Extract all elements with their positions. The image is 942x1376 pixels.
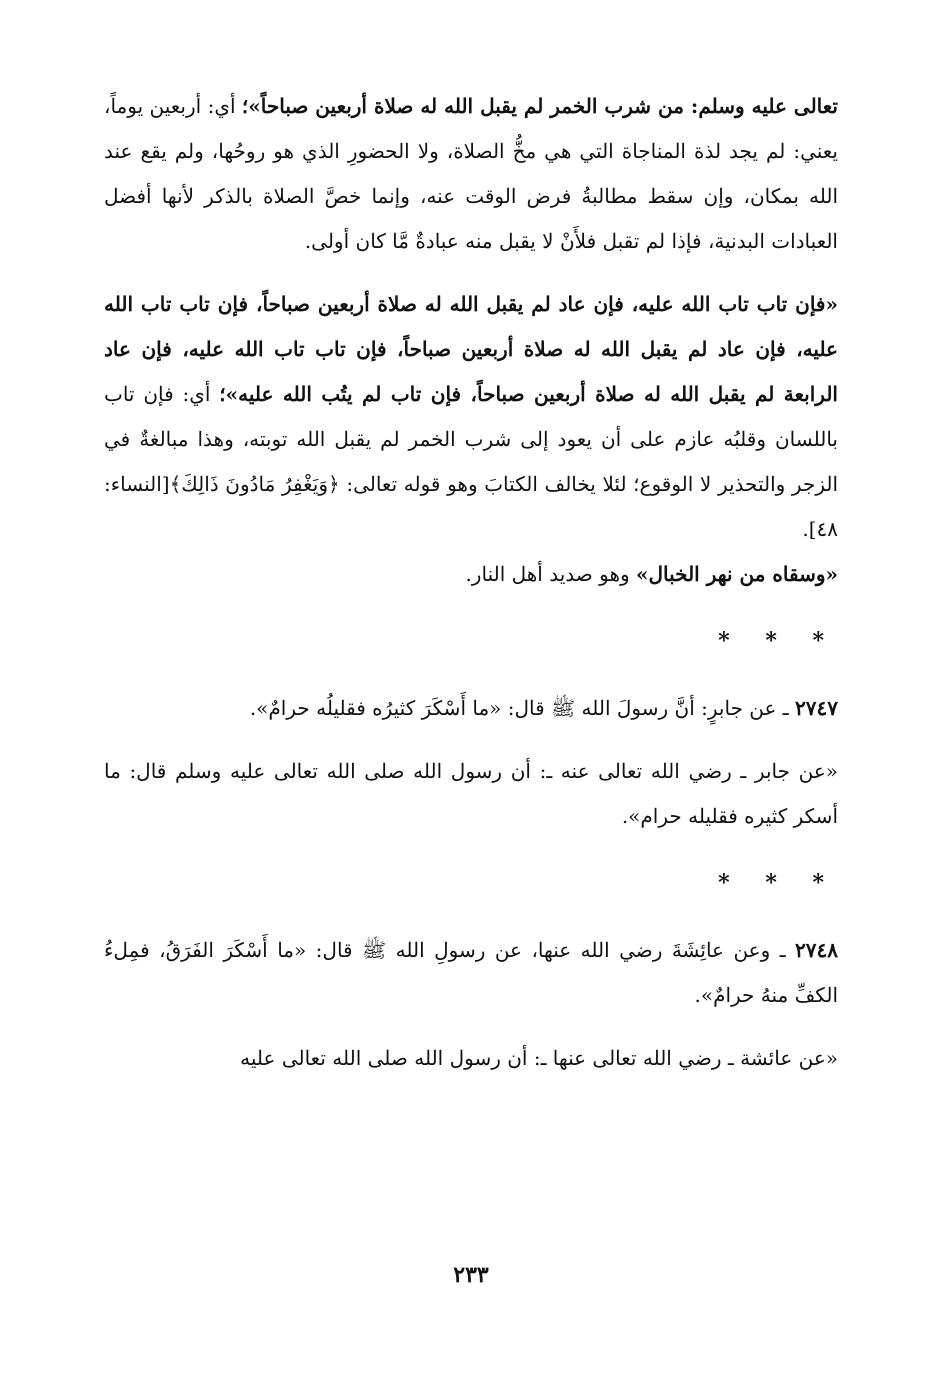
hadith-2747 [104, 686, 838, 731]
paragraph-2-bold-lead: «فإن تاب تاب الله عليه، فإن عاد لم يقبل الله له صلاة أربعين صباحاً، فإن تاب تاب الله عليه، فإن عاد لم يقبل الله له صلاة أربعين صباحاً، فإن تاب تاب الله عليه، فإن عاد الرابعة لم يقبل الله له صلاة أربعين صباحاً، فإن تاب لم يتُب الله عليه»؛ [104, 292, 838, 406]
section-separator-1: * * * [718, 628, 838, 654]
hadith-2747-dash: ـ [776, 696, 796, 720]
paragraph-3 [104, 552, 838, 597]
hadith-2748-dash: ـ [770, 938, 796, 962]
paragraph-3-text: وهو صديد أهل النار. [465, 562, 637, 586]
paragraph-3-bold-lead: «وسقاه من نهر الخبال» [636, 562, 838, 586]
page-number: ٢٣٣ [453, 1262, 489, 1288]
paragraph-2 [104, 282, 838, 552]
hadith-2748-commentary: «عن عائشة ـ رضي الله تعالى عنها ـ: أن رسول الله صلى الله تعالى عليه [240, 1046, 838, 1070]
hadith-2747-text: عن جابرٍ: أنَّ رسولَ الله ﷺ قال: «ما أَسْكَرَ كثيرُه فقليلُه حرامٌ». [249, 696, 777, 720]
paragraph-1 [104, 84, 838, 264]
hadith-2748-text: وعن عائِشَةَ رضي الله عنها، عن رسولِ الله ﷺ قال: «ما أَسْكَرَ الفَرَقُ، فمِلءُ الكفِّ منهُ حرامٌ». [104, 938, 838, 1007]
hadith-2747-number: ٢٧٤٧ [795, 696, 838, 720]
paragraph-1-text: أي: أربعين يوماً، يعني: لم يجد لذة المناجاة التي هي مخُّ الصلاة، ولا الحضورِ الذي هو روحُها، ولم يقع عند الله بمكان، وإن سقط مطالبةُ فرض الوقت عنه، وإنما خصَّ الصلاة بالذكر لأنها أفضل العبادات البدنية، فإذا لم تقبل فلأَنْ لا يقبل منه عبادةٌ مَّا كان أولى. [104, 94, 839, 253]
paragraph-2-text: أي: فإن تاب باللسان وقلبُه عازم على أن يعود إلى شرب الخمر لم يقبل الله توبته، وهذا مبالغةٌ في الزجر والتحذير لا الوقوع؛ لئلا يخالف الكتابَ وهو قوله تعالى: ﴿وَيَغْفِرُ مَادُونَ ذَالِكَ﴾[النساء: ٤٨]. [104, 382, 838, 541]
section-separator-2: * * * [718, 870, 838, 896]
hadith-2748 [104, 928, 838, 1018]
document-body [104, 84, 838, 1081]
hadith-2747-commentary: «عن جابر ـ رضي الله تعالى عنه ـ: أن رسول الله صلى الله تعالى عليه وسلم قال: ما أسكر كثيره فقليله حرام». [104, 759, 838, 828]
paragraph-1-bold-lead: تعالى عليه وسلم: من شرب الخمر لم يقبل الله له صلاة أربعين صباحاً»؛ [241, 94, 838, 118]
hadith-2748-number: ٢٧٤٨ [795, 938, 838, 962]
